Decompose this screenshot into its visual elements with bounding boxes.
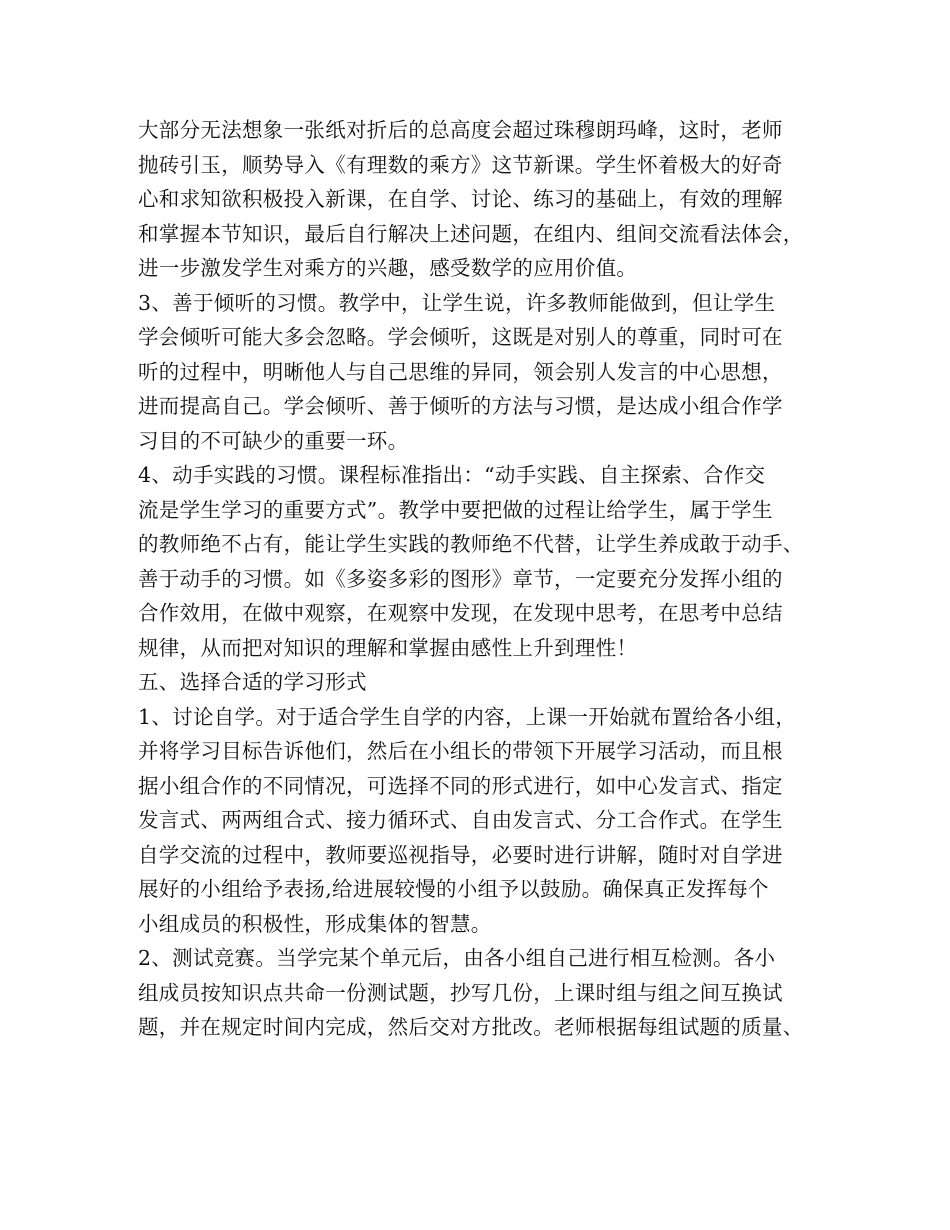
text-line: 进而提高自己。学会倾听、善于倾听的方法与习惯，是达成小组合作学 [138, 394, 783, 418]
text-line: 发言式、两两组合式、接力循环式、自由发言式、分工合作式。在学生 [138, 808, 783, 832]
text-line: 进一步激发学生对乘方的兴趣，感受数学的应用价值。 [138, 256, 638, 280]
text-line: 小组成员的积极性，形成集体的智慧。 [138, 911, 492, 936]
text-line: 组成员按知识点共命一份测试题，抄写几份，上课时组与组之间互换试 [138, 980, 783, 1005]
text-line: 据小组合作的不同情况，可选择不同的形式进行，如中心发言式、指定 [138, 773, 783, 798]
text-line: 展好的小组给予表扬,给进展较慢的小组予以鼓励。确保真正发挥每个 [138, 877, 769, 901]
text-line: 习目的不可缺少的重要一环。 [138, 428, 409, 453]
text-line: 1、讨论自学。对于适合学生自学的内容，上课一开始就布置给各小组， [138, 704, 797, 729]
text-line: 学会倾听可能大多会忽略。学会倾听，这既是对别人的尊重，同时可在 [138, 325, 783, 349]
section-heading: 五、选择合适的学习形式 [138, 670, 367, 694]
body-text [138, 113, 838, 1045]
text-line: 规律，从而把对知识的理解和掌握由感性上升到理性！ [138, 635, 638, 660]
text-line: 和掌握本节知识，最后自行解决上述问题，在组内、组间交流看法体会， [138, 221, 804, 246]
text-line: 的教师绝不占有，能让学生实践的教师绝不代替，让学生养成敢于动手、 [138, 532, 804, 556]
text-line: 心和求知欲积极投入新课，在自学、讨论、练习的基础上，有效的理解 [138, 187, 783, 211]
text-line: 听的过程中，明晰他人与自己思维的异同，领会别人发言的中心思想， [138, 359, 783, 384]
text-line: 抛砖引玉，顺势导入《有理数的乘方》这节新课。学生怀着极大的好奇 [138, 152, 783, 177]
text-line: 3、善于倾听的习惯。教学中，让学生说，许多教师能做到，但让学生 [138, 290, 776, 315]
text-line: 流是学生学习的重要方式”。教学中要把做的过程让给学生，属于学生 [138, 497, 773, 522]
text-line: 自学交流的过程中，教师要巡视指导，必要时进行讲解，随时对自学进 [138, 842, 783, 867]
text-line: 善于动手的习惯。如《多姿多彩的图形》章节，一定要充分发挥小组的 [138, 566, 783, 591]
text-line: 大部分无法想象一张纸对折后的总高度会超过珠穆朗玛峰，这时，老师 [138, 118, 783, 142]
text-line: 4、动手实践的习惯。课程标准指出：“动手实践、自主探索、合作交 [138, 463, 766, 487]
text-line: 2、测试竞赛。当学完某个单元后，由各小组自己进行相互检测。各小 [138, 946, 776, 970]
text-line: 合作效用，在做中观察，在观察中发现，在发现中思考，在思考中总结 [138, 601, 783, 625]
text-line: 题，并在规定时间内完成，然后交对方批改。老师根据每组试题的质量、 [138, 1015, 804, 1039]
text-line: 并将学习目标告诉他们，然后在小组长的带领下开展学习活动，而且根 [138, 739, 783, 763]
